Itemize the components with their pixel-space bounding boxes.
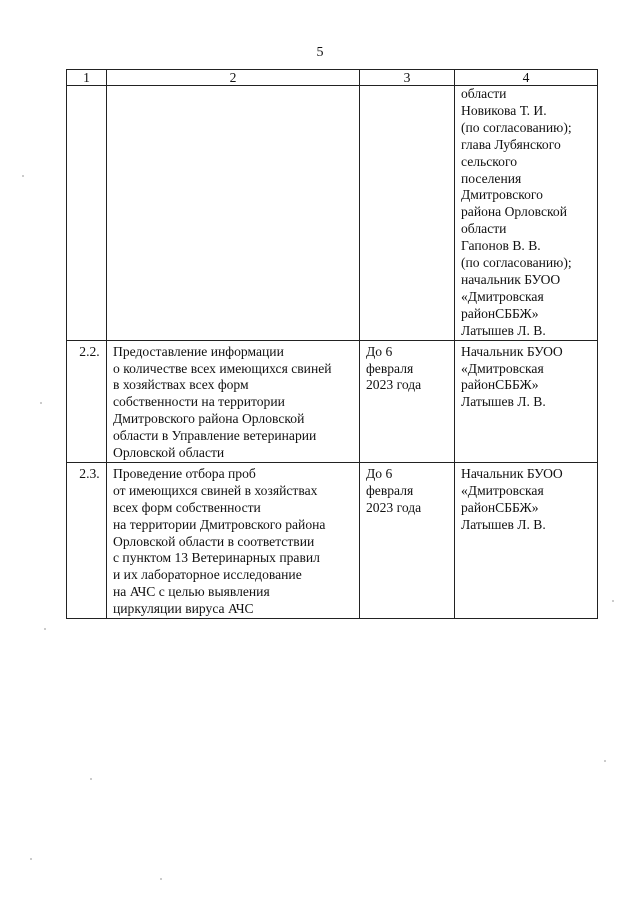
activity-line: Дмитровского района Орловской bbox=[113, 411, 305, 427]
responsible-cell bbox=[455, 86, 598, 341]
responsible-line: сельского bbox=[461, 153, 517, 169]
scan-speck bbox=[160, 878, 162, 880]
table-row bbox=[67, 86, 598, 341]
responsible-line: районСББЖ» bbox=[461, 377, 539, 393]
row-number bbox=[67, 86, 107, 341]
activity-line: от имеющихся свиней в хозяйствах bbox=[113, 482, 318, 498]
scan-speck bbox=[604, 760, 606, 762]
responsible-line: Латышев Л. В. bbox=[461, 516, 546, 532]
scan-speck bbox=[30, 858, 32, 860]
activity-line: собственности на территории bbox=[113, 394, 285, 410]
activity-line: Проведение отбора проб bbox=[113, 465, 256, 481]
responsible-cell bbox=[455, 340, 598, 462]
responsible-line: районСББЖ» bbox=[461, 305, 539, 321]
responsible-line: начальник БУОО bbox=[461, 271, 561, 287]
responsible-line: «Дмитровская bbox=[461, 360, 544, 376]
scan-speck bbox=[22, 175, 24, 177]
responsible-line: (по согласованию); bbox=[461, 119, 572, 135]
activity-line: о количестве всех имеющихся свиней bbox=[113, 360, 332, 376]
activity-line: на АЧС с целью выявления bbox=[113, 584, 270, 600]
activity-cell bbox=[107, 462, 360, 618]
responsible-line: Начальник БУОО bbox=[461, 343, 563, 359]
activity-line: на территории Дмитровского района bbox=[113, 516, 326, 532]
activity-line: циркуляции вируса АЧС bbox=[113, 601, 254, 617]
scan-speck bbox=[90, 778, 92, 780]
responsible-line: области bbox=[461, 86, 507, 101]
deadline-cell bbox=[360, 340, 455, 462]
responsible-line: Новикова Т. И. bbox=[461, 102, 547, 118]
scan-speck bbox=[40, 402, 42, 404]
responsible-line: Гапонов В. В. bbox=[461, 238, 541, 254]
header-col-4: 4 bbox=[455, 70, 598, 86]
responsible-line: поселения bbox=[461, 170, 522, 186]
page-number: 5 bbox=[316, 45, 324, 60]
plan-table bbox=[66, 69, 598, 619]
deadline-line: февраля bbox=[366, 360, 414, 376]
activity-line: Орловской области в соответствии bbox=[113, 533, 315, 549]
deadline-line: 2023 года bbox=[366, 377, 422, 393]
activity-line: Предоставление информации bbox=[113, 343, 284, 359]
activity-line: области в Управление ветеринарии bbox=[113, 428, 317, 444]
scan-speck bbox=[612, 600, 614, 602]
activity-line: в хозяйствах всех форм bbox=[113, 377, 249, 393]
table-row bbox=[67, 462, 598, 618]
responsible-line: района Орловской bbox=[461, 204, 567, 220]
responsible-line: «Дмитровская bbox=[461, 288, 544, 304]
header-col-1: 1 bbox=[67, 70, 107, 86]
deadline-cell bbox=[360, 86, 455, 341]
responsible-line: Латышев Л. В. bbox=[461, 394, 546, 410]
deadline-line: февраля bbox=[366, 482, 414, 498]
responsible-line: Начальник БУОО bbox=[461, 465, 563, 481]
header-row bbox=[67, 70, 598, 86]
responsible-line: глава Лубянского bbox=[461, 136, 561, 152]
deadline-line: До 6 bbox=[366, 343, 393, 359]
responsible-line: районСББЖ» bbox=[461, 499, 539, 515]
table-row bbox=[67, 340, 598, 462]
activity-line: всех форм собственности bbox=[113, 499, 261, 515]
activity-line: с пунктом 13 Ветеринарных правил bbox=[113, 550, 320, 566]
responsible-line: (по согласованию); bbox=[461, 255, 572, 271]
row-number: 2.2. bbox=[67, 340, 107, 462]
header-col-2: 2 bbox=[107, 70, 360, 86]
responsible-cell bbox=[455, 462, 598, 618]
deadline-cell bbox=[360, 462, 455, 618]
responsible-line: Латышев Л. В. bbox=[461, 322, 546, 338]
activity-cell bbox=[107, 340, 360, 462]
responsible-line: Дмитровского bbox=[461, 187, 543, 203]
responsible-line: «Дмитровская bbox=[461, 482, 544, 498]
deadline-line: До 6 bbox=[366, 465, 393, 481]
activity-line: Орловской области bbox=[113, 445, 225, 461]
activity-line: и их лабораторное исследование bbox=[113, 567, 302, 583]
row-number: 2.3. bbox=[67, 462, 107, 618]
activity-cell bbox=[107, 86, 360, 341]
deadline-line: 2023 года bbox=[366, 499, 422, 515]
responsible-line: области bbox=[461, 221, 507, 237]
header-col-3: 3 bbox=[360, 70, 455, 86]
scan-speck bbox=[44, 628, 46, 630]
